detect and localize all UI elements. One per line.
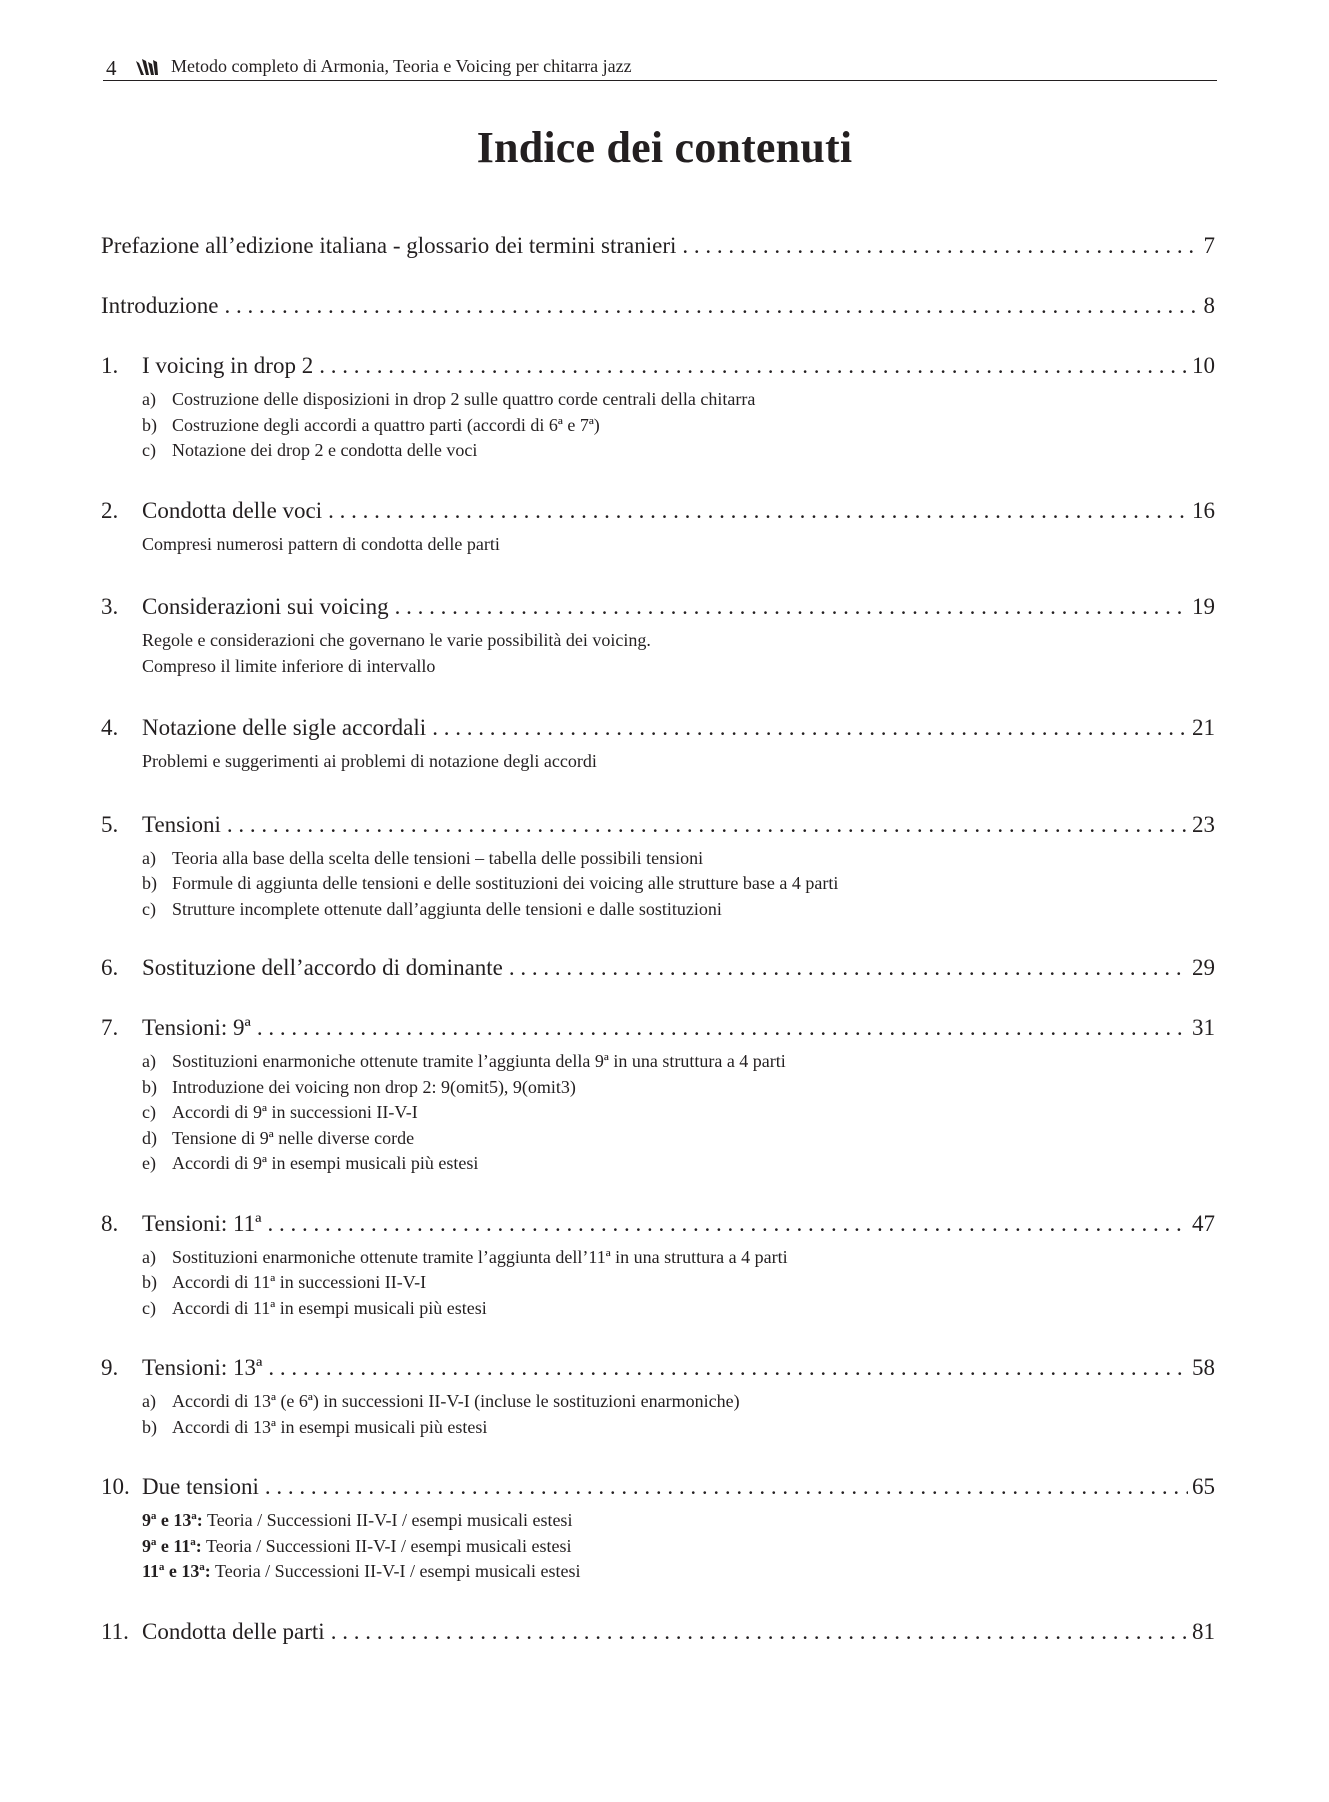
toc-entry-title: Introduzione [101,293,219,318]
toc-entry-title: I voicing in drop 2 [142,353,314,378]
chapter-number: 3. [101,594,119,619]
subsection-item: c) Accordi di 9ª in successioni II-V-I [142,1102,418,1122]
toc-entry-chapter-7 [101,1011,1215,1177]
running-header [103,54,1217,81]
toc-entry-chapter-3 [101,590,1215,679]
subsection-item: a) Costruzione delle disposizioni in drop 2 sulle quattro corde centrali della chitarra [142,389,756,409]
toc-entry-title: Considerazioni sui voicing [142,594,389,619]
chapter-number: 2. [101,497,119,523]
dot-leader [257,1011,1188,1045]
toc-entry-chapter-9 [101,1351,1215,1440]
dot-leader [227,808,1188,842]
toc-entry-page: 58 [1192,1355,1215,1380]
page-title: Indice dei contenuti [476,123,853,172]
toc-entry-page: 31 [1192,1015,1215,1040]
subsection-item: b) Introduzione dei voicing non drop 2: 9(omit5), 9(omit3) [142,1076,576,1097]
subsection-list [142,1049,1215,1177]
toc-entry-page: 29 [1192,955,1215,980]
subsection-item: b) Accordi di 11ª in successioni II-V-I [142,1272,427,1292]
toc-entry-page: 8 [1203,293,1215,318]
chapter-number: 1. [101,353,119,378]
toc-entry-chapter-5 [101,808,1215,923]
chapter-number: 7. [101,1015,119,1040]
subsection-item: b) Accordi di 13ª in esempi musicali più estesi [142,1416,488,1437]
toc-entry-page: 65 [1192,1474,1215,1499]
dot-leader [328,494,1188,528]
dot-leader [682,229,1199,263]
toc-entry-title: Notazione delle sigle accordali [142,715,427,740]
tension-combination-line: 9ª e 13ª: Teoria / Successioni II-V-I / esempi musicali estesi [142,1510,573,1530]
chapter-number: 9. [101,1355,119,1380]
dot-leader [268,1207,1188,1241]
subsection-list [142,387,1215,464]
running-title: Metodo completo di Armonia, Teoria e Voicing per chitarra jazz [171,56,632,76]
page-number: 4 [106,56,117,80]
tension-combination-line: 11ª e 13ª: Teoria / Successioni II-V-I / esempi musicali estesi [142,1561,581,1581]
chapter-number: 8. [101,1210,119,1236]
publisher-logo-icon [135,58,159,76]
chapter-description: Regole e considerazioni che governano le varie possibilità dei voicing. Compreso il limite inferiore di intervallo [142,630,651,676]
subsection-item: d) Tensione di 9ª nelle diverse corde [142,1127,415,1148]
toc-entry-page: 16 [1192,497,1215,523]
chapter-number: 11. [101,1618,129,1644]
toc-entry-page: 10 [1192,353,1215,378]
toc-entry-page: 47 [1192,1210,1215,1236]
toc-entry-title: Tensioni: 9ª [142,1015,251,1040]
toc-entry-page: 19 [1192,594,1215,619]
chapter-number: 5. [101,811,119,837]
toc-entry-page: 81 [1192,1618,1215,1644]
toc-entry-chapter-8 [101,1207,1215,1322]
toc-entry-title: Condotta delle parti [142,1618,325,1644]
chapter-number: 6. [101,955,119,980]
dot-leader [268,1351,1188,1385]
subsection-list [142,1245,1215,1322]
subsection-item: c) Strutture incomplete ottenute dall’aggiunta delle tensioni e dalle sostituzioni [142,898,722,919]
chapter-description: Problemi e suggerimenti ai problemi di notazione degli accordi [142,751,597,771]
chapter-description [142,1508,1215,1585]
table-of-contents [101,229,1215,1649]
tension-combination-line: 9ª e 11ª: Teoria / Successioni II-V-I / esempi musicali estesi [142,1535,572,1556]
dot-leader [319,349,1188,383]
toc-entry-title: Tensioni: 13ª [142,1355,263,1380]
toc-entry-chapter-2 [101,494,1215,558]
subsection-item: a) Teoria alla base della scelta delle tensioni – tabella delle possibili tensioni [142,847,704,868]
dot-leader [395,590,1188,624]
subsection-item: b) Costruzione degli accordi a quattro parti (accordi di 6ª e 7ª) [142,414,600,435]
toc-entry-chapter-1 [101,349,1215,464]
dot-leader [509,951,1188,985]
toc-entry-chapter-10 [101,1470,1215,1585]
toc-entry-chapter-6 [101,951,1215,985]
toc-entry-title: Tensioni [142,811,221,837]
subsection-item: c) Accordi di 11ª in esempi musicali più estesi [142,1297,487,1318]
toc-entry-title: Prefazione all’edizione italiana - glossario dei termini stranieri [101,233,677,258]
chapter-description: Compresi numerosi pattern di condotta delle parti [142,533,500,554]
toc-entry-page: 23 [1192,811,1215,837]
toc-entry-page: 21 [1192,715,1215,740]
toc-entry-title: Due tensioni [142,1474,259,1499]
toc-entry-title: Tensioni: 11ª [142,1210,262,1236]
toc-entry-chapter-4 [101,711,1215,775]
toc-entry-prefazione [101,229,1215,263]
dot-leader [331,1615,1188,1649]
dot-leader [265,1470,1188,1504]
subsection-item: a) Sostituzioni enarmoniche ottenute tramite l’aggiunta dell’11ª in una struttura a 4 parti [142,1246,788,1267]
subsection-item: c) Notazione dei drop 2 e condotta delle voci [142,440,478,460]
toc-entry-page: 7 [1203,233,1215,258]
subsection-item: a) Sostituzioni enarmoniche ottenute tramite l’aggiunta della 9ª in una struttura a 4 parti [142,1051,786,1071]
chapter-number: 10. [101,1474,130,1499]
subsection-item: b) Formule di aggiunta delle tensioni e delle sostituzioni dei voicing alle strutture base a 4 parti [142,873,839,893]
toc-entry-introduzione [101,289,1215,323]
toc-entry-title: Sostituzione dell’accordo di dominante [142,955,503,980]
dot-leader [432,711,1188,745]
chapter-number: 4. [101,715,119,740]
dot-leader [225,289,1200,323]
toc-entry-title: Condotta delle voci [142,497,323,523]
subsection-item: a) Accordi di 13ª (e 6ª) in successioni II-V-I (incluse le sostituzioni enarmoniche) [142,1391,740,1411]
subsection-list [142,846,1215,923]
subsection-item: e) Accordi di 9ª in esempi musicali più estesi [142,1153,479,1173]
toc-entry-chapter-11 [101,1615,1215,1649]
subsection-list [142,1389,1215,1440]
